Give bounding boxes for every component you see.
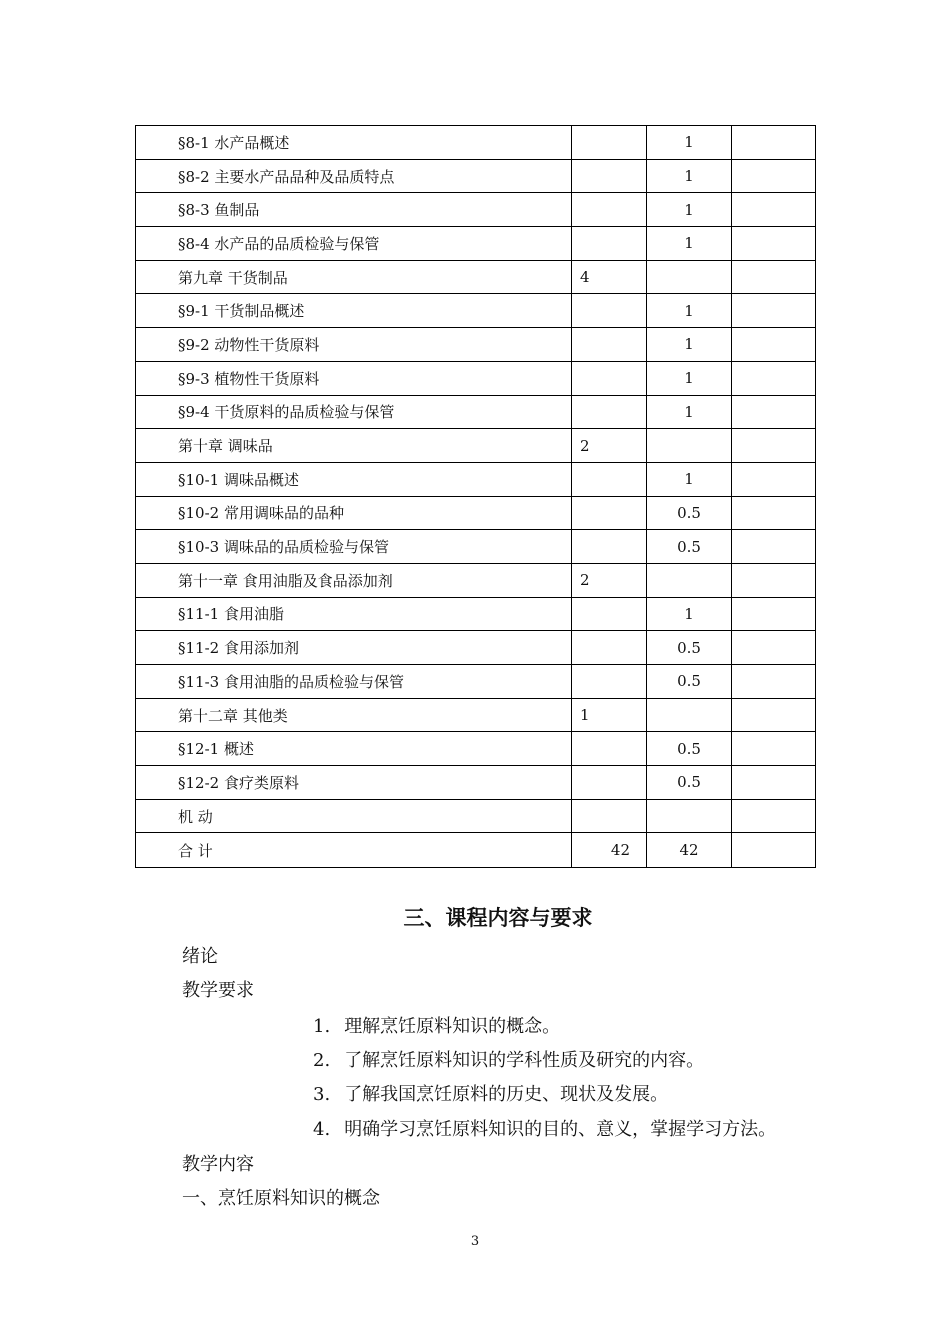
row-chapter-hours-cell — [572, 462, 647, 496]
row-section-hours-cell: 1 — [647, 328, 732, 362]
row-notes-cell — [732, 496, 816, 530]
row-topic-cell: §11-3 食用油脂的品质检验与保管 — [136, 665, 572, 699]
table-row — [136, 563, 816, 597]
row-chapter-hours-cell — [572, 361, 647, 395]
row-notes-cell — [732, 462, 816, 496]
row-section-hours-cell: 1 — [647, 462, 732, 496]
row-notes-cell — [732, 429, 816, 463]
table-row — [136, 665, 816, 699]
row-topic-cell: §9-4 干货原料的品质检验与保管 — [136, 395, 572, 429]
row-chapter-hours-cell — [572, 294, 647, 328]
requirement-text: 理解烹饪原料知识的概念。 — [344, 1016, 561, 1037]
requirement-text: 明确学习烹饪原料知识的目的、意义，掌握学习方法。 — [344, 1119, 777, 1140]
row-topic-cell: 第十一章 食用油脂及食品添加剂 — [136, 563, 572, 597]
requirement-item — [313, 1012, 560, 1038]
row-section-hours-cell: 1 — [647, 395, 732, 429]
total-notes-cell — [732, 833, 816, 868]
row-section-hours-cell: 1 — [647, 193, 732, 227]
row-section-hours-cell: 1 — [647, 597, 732, 631]
row-topic-cell: §9-2 动物性干货原料 — [136, 328, 572, 362]
requirement-item — [313, 1046, 704, 1072]
row-section-hours-cell: 1 — [647, 227, 732, 261]
row-topic-cell: §8-3 鱼制品 — [136, 193, 572, 227]
row-notes-cell — [732, 227, 816, 261]
row-chapter-hours-cell — [572, 126, 647, 160]
total-label-cell: 合 计 — [136, 833, 572, 868]
row-section-hours-cell: 0.5 — [647, 732, 732, 766]
table-row — [136, 328, 816, 362]
row-chapter-hours-cell — [572, 665, 647, 699]
row-section-hours-cell: 1 — [647, 294, 732, 328]
row-notes-cell — [732, 395, 816, 429]
requirement-number: 4. — [313, 1119, 331, 1140]
row-section-hours-cell: 0.5 — [647, 631, 732, 665]
requirement-item — [313, 1115, 776, 1141]
row-section-hours-cell — [647, 698, 732, 732]
row-section-hours-cell: 0.5 — [647, 530, 732, 564]
requirement-number: 2. — [313, 1050, 331, 1071]
page-number: 3 — [470, 1234, 480, 1249]
schedule-table-body — [136, 126, 816, 868]
schedule-table — [135, 125, 816, 868]
table-row — [136, 766, 816, 800]
row-topic-cell: §10-2 常用调味品的品种 — [136, 496, 572, 530]
row-section-hours-cell — [647, 563, 732, 597]
row-notes-cell — [732, 766, 816, 800]
content-heading: 教学内容 — [182, 1154, 254, 1175]
row-notes-cell — [732, 361, 816, 395]
row-topic-cell: 第十章 调味品 — [136, 429, 572, 463]
table-row — [136, 361, 816, 395]
row-notes-cell — [732, 260, 816, 294]
requirements-heading: 教学要求 — [182, 980, 254, 1001]
row-chapter-hours-cell — [572, 193, 647, 227]
row-chapter-hours-cell — [572, 799, 647, 833]
row-topic-cell: §8-2 主要水产品品种及品质特点 — [136, 159, 572, 193]
row-chapter-hours-cell — [572, 597, 647, 631]
total-section-hours-cell: 42 — [647, 833, 732, 868]
requirement-text: 了解我国烹饪原料的历史、现状及发展。 — [344, 1084, 669, 1105]
row-section-hours-cell: 0.5 — [647, 665, 732, 699]
row-chapter-hours-cell — [572, 496, 647, 530]
table-row — [136, 597, 816, 631]
row-chapter-hours-cell: 1 — [572, 698, 647, 732]
row-notes-cell — [732, 799, 816, 833]
table-row — [136, 496, 816, 530]
row-topic-cell: §11-1 食用油脂 — [136, 597, 572, 631]
table-row — [136, 698, 816, 732]
requirement-item — [313, 1080, 668, 1106]
row-chapter-hours-cell: 4 — [572, 260, 647, 294]
table-row — [136, 530, 816, 564]
table-row — [136, 159, 816, 193]
row-chapter-hours-cell — [572, 227, 647, 261]
row-chapter-hours-cell — [572, 766, 647, 800]
row-section-hours-cell: 0.5 — [647, 496, 732, 530]
row-notes-cell — [732, 698, 816, 732]
content-item: 一、烹饪原料知识的概念 — [182, 1188, 380, 1209]
row-topic-cell: §8-4 水产品的品质检验与保管 — [136, 227, 572, 261]
row-notes-cell — [732, 665, 816, 699]
row-notes-cell — [732, 126, 816, 160]
row-chapter-hours-cell — [572, 631, 647, 665]
row-notes-cell — [732, 732, 816, 766]
table-row — [136, 260, 816, 294]
section-title: 三、课程内容与要求 — [403, 906, 593, 930]
row-notes-cell — [732, 193, 816, 227]
row-notes-cell — [732, 563, 816, 597]
row-notes-cell — [732, 159, 816, 193]
row-notes-cell — [732, 631, 816, 665]
row-chapter-hours-cell — [572, 395, 647, 429]
table-row — [136, 126, 816, 160]
row-topic-cell: 机 动 — [136, 799, 572, 833]
requirement-text: 了解烹饪原料知识的学科性质及研究的内容。 — [344, 1050, 705, 1071]
table-row — [136, 429, 816, 463]
row-topic-cell: §10-3 调味品的品质检验与保管 — [136, 530, 572, 564]
table-row — [136, 193, 816, 227]
row-notes-cell — [732, 294, 816, 328]
row-chapter-hours-cell: 2 — [572, 429, 647, 463]
row-topic-cell: §12-2 食疗类原料 — [136, 766, 572, 800]
table-row — [136, 631, 816, 665]
row-chapter-hours-cell — [572, 328, 647, 362]
intro-heading: 绪论 — [182, 946, 218, 967]
row-section-hours-cell: 1 — [647, 126, 732, 160]
row-chapter-hours-cell — [572, 732, 647, 766]
row-section-hours-cell — [647, 799, 732, 833]
table-row — [136, 294, 816, 328]
row-chapter-hours-cell — [572, 530, 647, 564]
row-notes-cell — [732, 597, 816, 631]
row-topic-cell: 第九章 干货制品 — [136, 260, 572, 294]
requirement-number: 3. — [313, 1084, 331, 1105]
row-section-hours-cell: 0.5 — [647, 766, 732, 800]
row-topic-cell: §10-1 调味品概述 — [136, 462, 572, 496]
row-section-hours-cell: 1 — [647, 361, 732, 395]
row-chapter-hours-cell: 2 — [572, 563, 647, 597]
table-row — [136, 395, 816, 429]
table-row — [136, 799, 816, 833]
row-topic-cell: §9-1 干货制品概述 — [136, 294, 572, 328]
row-section-hours-cell: 1 — [647, 159, 732, 193]
row-topic-cell: 第十二章 其他类 — [136, 698, 572, 732]
total-chapter-hours-cell: 42 — [572, 833, 647, 868]
table-row — [136, 227, 816, 261]
row-section-hours-cell — [647, 260, 732, 294]
row-topic-cell: §8-1 水产品概述 — [136, 126, 572, 160]
row-chapter-hours-cell — [572, 159, 647, 193]
row-notes-cell — [732, 530, 816, 564]
requirement-number: 1. — [313, 1016, 331, 1037]
table-row — [136, 732, 816, 766]
row-topic-cell: §9-3 植物性干货原料 — [136, 361, 572, 395]
table-total-row — [136, 833, 816, 868]
row-topic-cell: §11-2 食用添加剂 — [136, 631, 572, 665]
row-section-hours-cell — [647, 429, 732, 463]
row-topic-cell: §12-1 概述 — [136, 732, 572, 766]
table-row — [136, 462, 816, 496]
row-notes-cell — [732, 328, 816, 362]
